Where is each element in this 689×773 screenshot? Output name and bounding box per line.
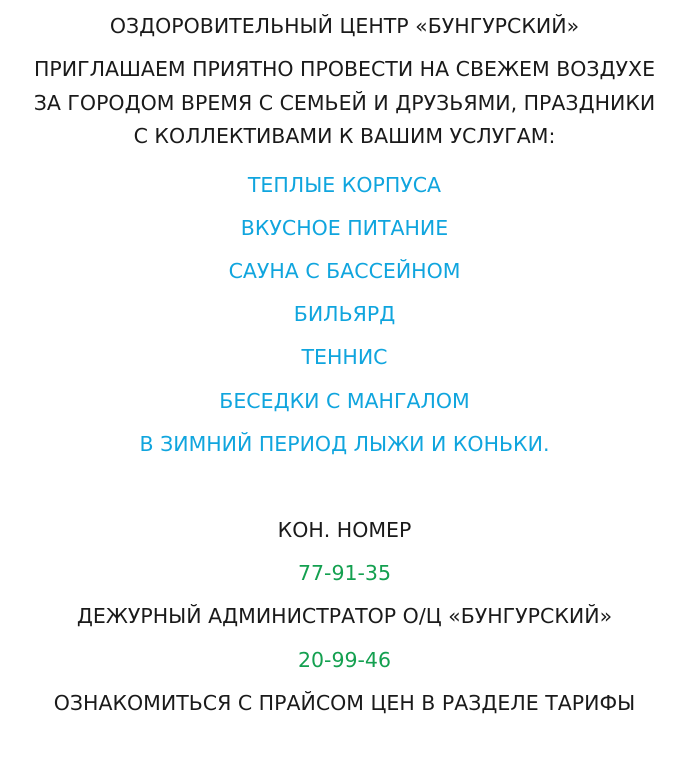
admin-label: ДЕЖУРНЫЙ АДМИНИСТРАТОР О/Ц «БУНГУРСКИЙ» bbox=[76, 604, 613, 629]
service-item: ТЕПЛЫЕ КОРПУСА bbox=[247, 172, 442, 197]
document-title: ОЗДОРОВИТЕЛЬНЫЙ ЦЕНТР «БУНГУРСКИЙ» bbox=[109, 14, 580, 38]
service-item: САУНА С БАССЕЙНОМ bbox=[228, 258, 461, 283]
service-item: БИЛЬЯРД bbox=[293, 302, 396, 327]
admin-phone: 20-99-46 bbox=[297, 647, 392, 672]
service-item: ВКУСНОЕ ПИТАНИЕ bbox=[240, 215, 449, 240]
services-list bbox=[20, 164, 669, 466]
service-item: БЕСЕДКИ С МАНГАЛОМ bbox=[219, 388, 470, 413]
service-item: ТЕННИС bbox=[301, 345, 388, 370]
contact-label: КОН. НОМЕР bbox=[277, 517, 412, 542]
price-note: ОЗНАКОМИТЬСЯ С ПРАЙСОМ ЦЕН В РАЗДЕЛЕ ТАРИФЫ bbox=[53, 690, 636, 715]
document-page bbox=[0, 10, 689, 725]
contact-phone: 77-91-35 bbox=[297, 561, 392, 586]
service-item: В ЗИМНИЙ ПЕРИОД ЛЫЖИ И КОНЬКИ. bbox=[139, 431, 550, 456]
contacts-block bbox=[20, 509, 669, 725]
intro-paragraph: ПРИГЛАШАЕМ ПРИЯТНО ПРОВЕСТИ НА СВЕЖЕМ ВОЗДУХЕ ЗА ГОРОДОМ ВРЕМЯ С СЕМЬЕЙ И ДРУЗЬЯМИ, ПРАЗДНИКИ С КОЛЛЕКТИВАМИ К ВАШИМ УСЛУГАМ: bbox=[33, 57, 656, 148]
